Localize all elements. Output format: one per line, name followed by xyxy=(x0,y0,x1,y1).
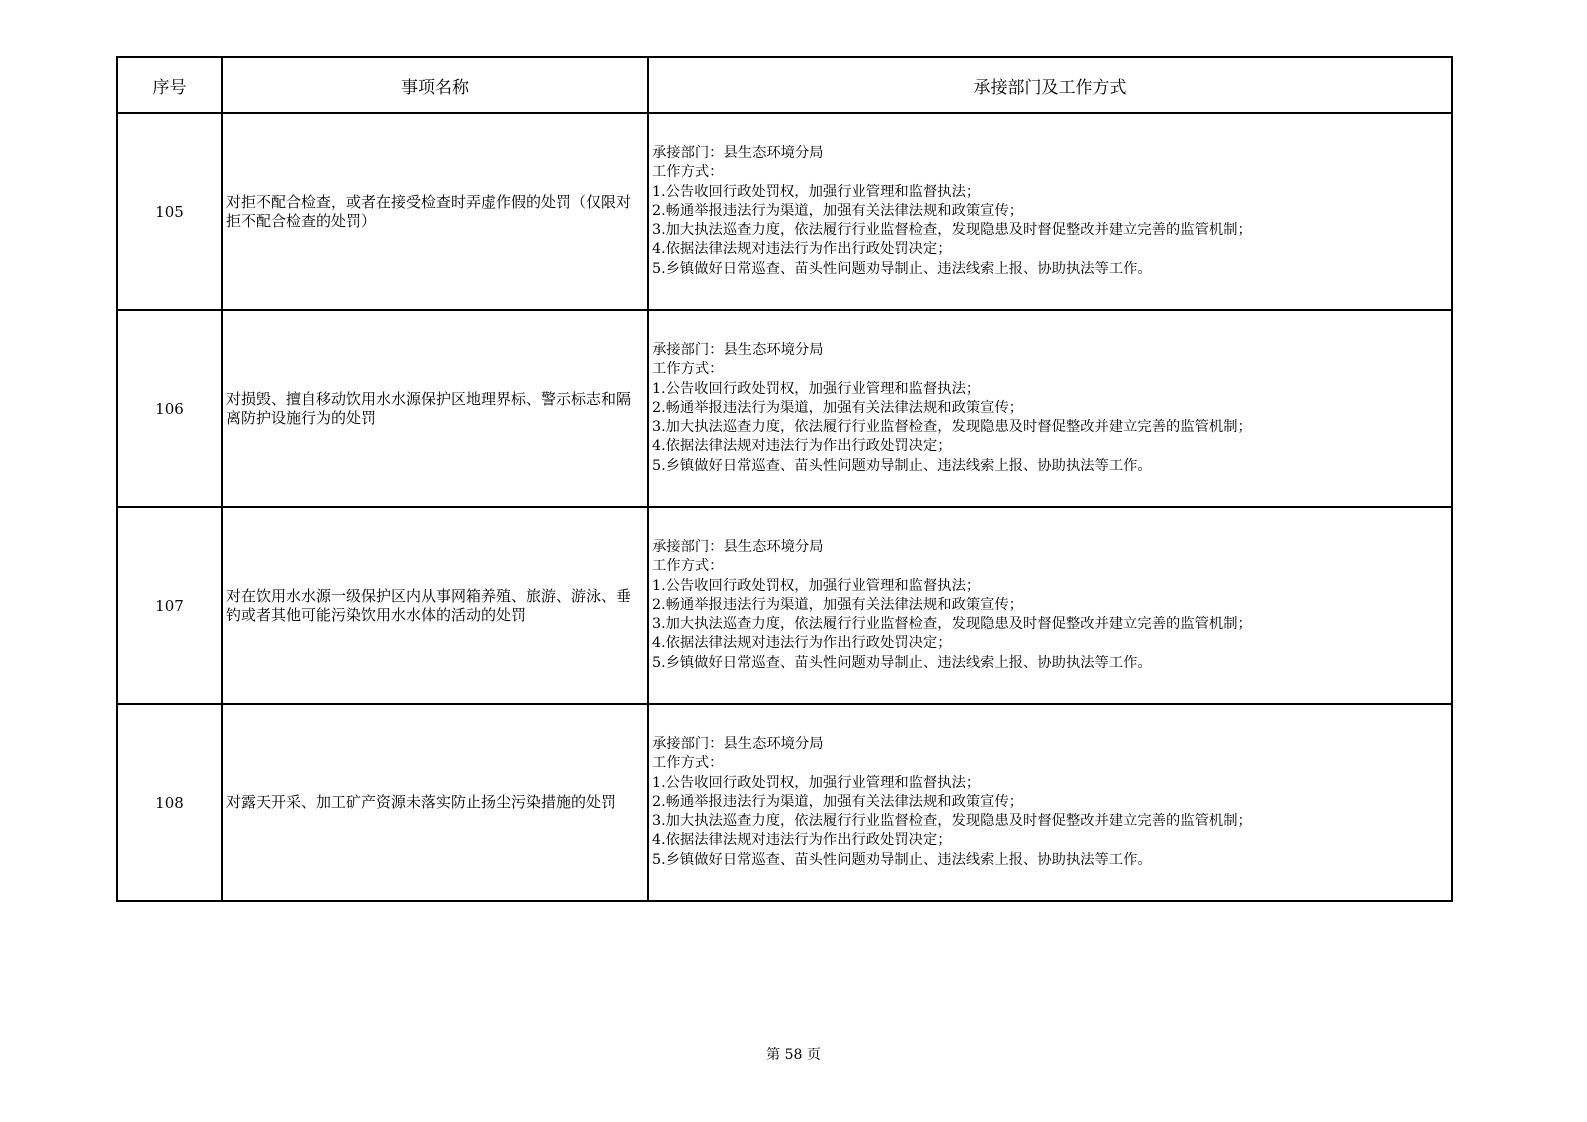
method-item: 5.乡镇做好日常巡查、苗头性问题劝导制止、违法线索上报、协助执法等工作。 xyxy=(652,260,1152,277)
header-serial-number: 序号 xyxy=(117,57,222,113)
table-row xyxy=(117,310,1452,507)
department-line: 承接部门：县生态环境分局 xyxy=(652,341,824,358)
method-item: 4.依据法律法规对违法行为作出行政处罚决定； xyxy=(652,438,952,455)
method-item: 1.公告收回行政处罚权，加强行业管理和监督执法； xyxy=(652,183,981,200)
serial-number: 107 xyxy=(117,507,222,704)
method-item: 2.畅通举报违法行为渠道，加强有关法律法规和政策宣传； xyxy=(652,596,1024,613)
department-line: 承接部门：县生态环境分局 xyxy=(652,735,824,752)
method-item: 2.畅通举报违法行为渠道，加强有关法律法规和政策宣传； xyxy=(652,793,1024,810)
table-row xyxy=(117,113,1452,310)
matters-table xyxy=(116,56,1453,902)
department-and-method xyxy=(648,704,1452,901)
method-item: 3.加大执法巡查力度，依法履行行业监督检查，发现隐患及时督促整改并建立完善的监管机制； xyxy=(652,813,1252,830)
method-item: 5.乡镇做好日常巡查、苗头性问题劝导制止、违法线索上报、协助执法等工作。 xyxy=(652,851,1152,868)
serial-number: 108 xyxy=(117,704,222,901)
method-label: 工作方式： xyxy=(652,558,724,575)
table-row xyxy=(117,507,1452,704)
header-matter-name: 事项名称 xyxy=(222,57,648,113)
method-item: 5.乡镇做好日常巡查、苗头性问题劝导制止、违法线索上报、协助执法等工作。 xyxy=(652,457,1152,474)
department-and-method xyxy=(648,310,1452,507)
header-department-and-method: 承接部门及工作方式 xyxy=(648,57,1452,113)
method-label: 工作方式： xyxy=(652,164,724,181)
header-row xyxy=(117,57,1452,113)
department-line: 承接部门：县生态环境分局 xyxy=(652,538,824,555)
matter-name: 对损毁、擅自移动饮用水水源保护区地理界标、警示标志和隔离防护设施行为的处罚 xyxy=(222,310,648,507)
method-item: 2.畅通举报违法行为渠道，加强有关法律法规和政策宣传； xyxy=(652,399,1024,416)
department-and-method xyxy=(648,507,1452,704)
method-item: 3.加大执法巡查力度，依法履行行业监督检查，发现隐患及时督促整改并建立完善的监管机制； xyxy=(652,419,1252,436)
matter-name: 对露天开采、加工矿产资源未落实防止扬尘污染措施的处罚 xyxy=(222,704,648,901)
method-item: 3.加大执法巡查力度，依法履行行业监督检查，发现隐患及时督促整改并建立完善的监管机制； xyxy=(652,616,1252,633)
method-item: 1.公告收回行政处罚权，加强行业管理和监督执法； xyxy=(652,380,981,397)
method-item: 1.公告收回行政处罚权，加强行业管理和监督执法； xyxy=(652,774,981,791)
method-item: 2.畅通举报违法行为渠道，加强有关法律法规和政策宣传； xyxy=(652,202,1024,219)
method-label: 工作方式： xyxy=(652,361,724,378)
method-item: 4.依据法律法规对违法行为作出行政处罚决定； xyxy=(652,635,952,652)
method-item: 4.依据法律法规对违法行为作出行政处罚决定； xyxy=(652,832,952,849)
method-item: 4.依据法律法规对违法行为作出行政处罚决定； xyxy=(652,241,952,258)
serial-number: 105 xyxy=(117,113,222,310)
page-number: 第 58 页 xyxy=(766,1047,821,1063)
method-item: 5.乡镇做好日常巡查、苗头性问题劝导制止、违法线索上报、协助执法等工作。 xyxy=(652,654,1152,671)
method-label: 工作方式： xyxy=(652,755,724,772)
method-item: 1.公告收回行政处罚权，加强行业管理和监督执法； xyxy=(652,577,981,594)
matter-name: 对拒不配合检查，或者在接受检查时弄虚作假的处罚（仅限对拒不配合检查的处罚） xyxy=(222,113,648,310)
serial-number: 106 xyxy=(117,310,222,507)
department-line: 承接部门：县生态环境分局 xyxy=(652,144,824,161)
method-item: 3.加大执法巡查力度，依法履行行业监督检查，发现隐患及时督促整改并建立完善的监管机制； xyxy=(652,222,1252,239)
matter-name: 对在饮用水水源一级保护区内从事网箱养殖、旅游、游泳、垂钓或者其他可能污染饮用水水体的活动的处罚 xyxy=(222,507,648,704)
table-row xyxy=(117,704,1452,901)
department-and-method xyxy=(648,113,1452,310)
